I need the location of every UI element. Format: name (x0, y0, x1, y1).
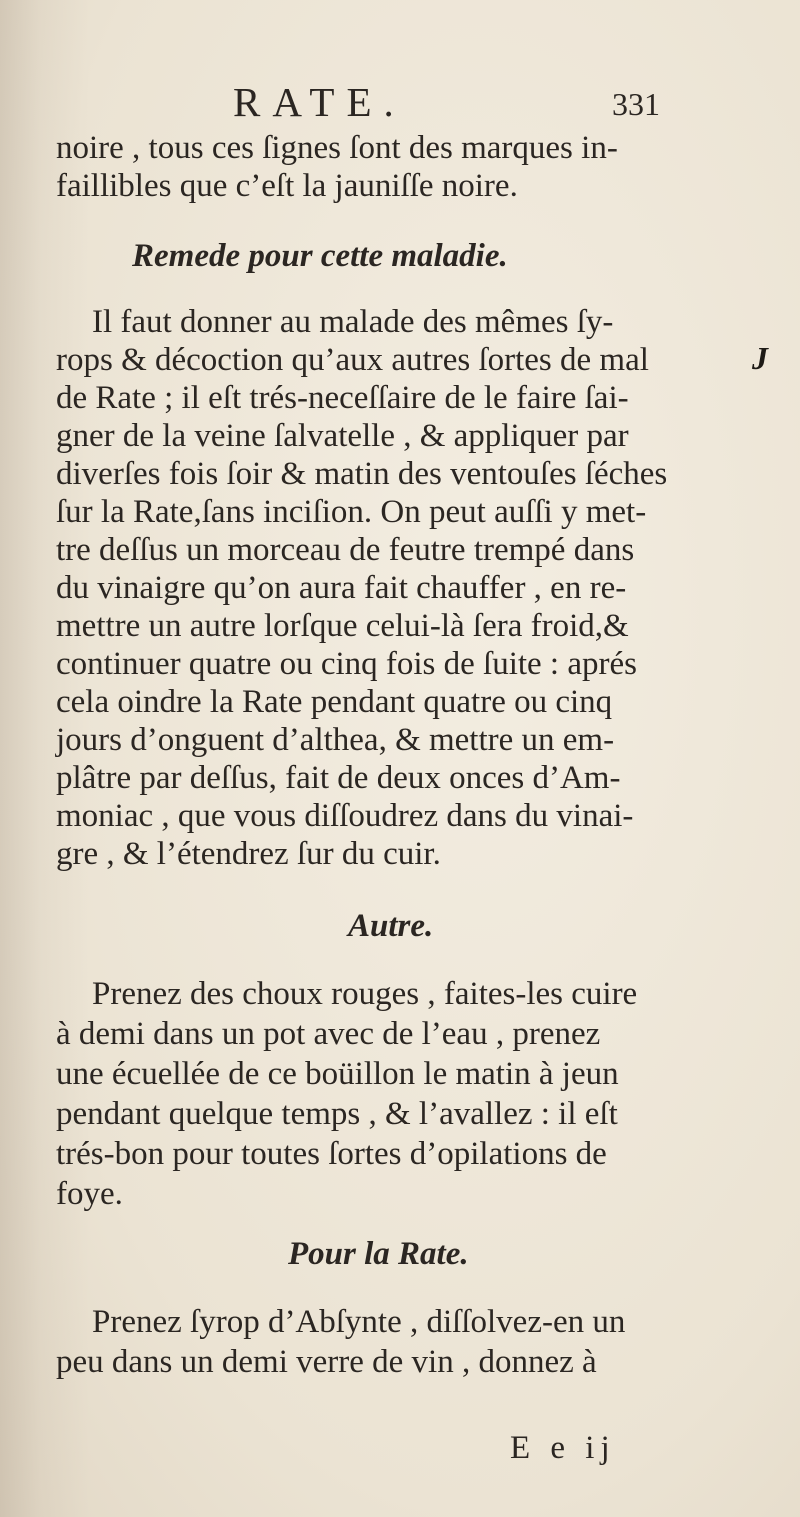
text-line: mettre un autre lorſque celui-là ſera froid,& (56, 608, 629, 644)
text-line: pendant quelque temps , & l’avallez : il eſt (56, 1096, 618, 1132)
section-heading-pour-la-rate: Pour la Rate. (288, 1236, 469, 1272)
section-heading-autre: Autre. (348, 908, 434, 944)
text-line: continuer quatre ou cinq fois de ſuite : aprés (56, 646, 637, 682)
page-header (0, 78, 800, 128)
text-line: Il faut donner au malade des mêmes ſy- (92, 304, 614, 340)
text-line: noire , tous ces ſignes ſont des marques in- (56, 130, 618, 166)
text-line: diverſes fois ſoir & matin des ventouſes ſéches (56, 456, 668, 492)
text-line: moniac , que vous diſſoudrez dans du vinai- (56, 798, 634, 834)
text-line: du vinaigre qu’on aura fait chauffer , en re- (56, 570, 627, 606)
page-number: 331 (612, 86, 660, 122)
running-head: RATE. (233, 79, 406, 125)
text-line: cela oindre la Rate pendant quatre ou cinq (56, 684, 613, 720)
text-line: foye. (56, 1176, 123, 1212)
section-heading-remede: Remede pour cette maladie. (132, 238, 508, 274)
text-line: tre deſſus un morceau de feutre trempé dans (56, 532, 635, 568)
signature-mark: E e ij (510, 1430, 616, 1466)
text-line: une écuellée de ce boüillon le matin à jeun (56, 1056, 619, 1092)
text-line: trés-bon pour toutes ſortes d’opilations de (56, 1136, 607, 1172)
text-line: Prenez des choux rouges , faites-les cuire (92, 976, 638, 1012)
text-line: ſur la Rate,ſans inciſion. On peut auſſi y met- (56, 494, 647, 530)
text-line: rops & décoction qu’aux autres ſortes de mal (56, 342, 649, 378)
margin-note: J (752, 340, 768, 376)
text-line: plâtre par deſſus, fait de deux onces d’Am- (56, 760, 621, 796)
text-line: de Rate ; il eſt trés-neceſſaire de le faire ſai- (56, 380, 629, 416)
text-line: gre , & l’étendrez ſur du cuir. (56, 836, 441, 872)
text-line: faillibles que c’eſt la jauniſſe noire. (56, 168, 518, 204)
text-line: à demi dans un pot avec de l’eau , prenez (56, 1016, 601, 1052)
text-line: Prenez ſyrop d’Abſynte , diſſolvez-en un (92, 1304, 626, 1340)
text-line: jours d’onguent d’althea, & mettre un em- (56, 722, 615, 758)
text-line: peu dans un demi verre de vin , donnez à (56, 1344, 597, 1380)
text-line: gner de la veine ſalvatelle , & appliquer par (56, 418, 629, 454)
